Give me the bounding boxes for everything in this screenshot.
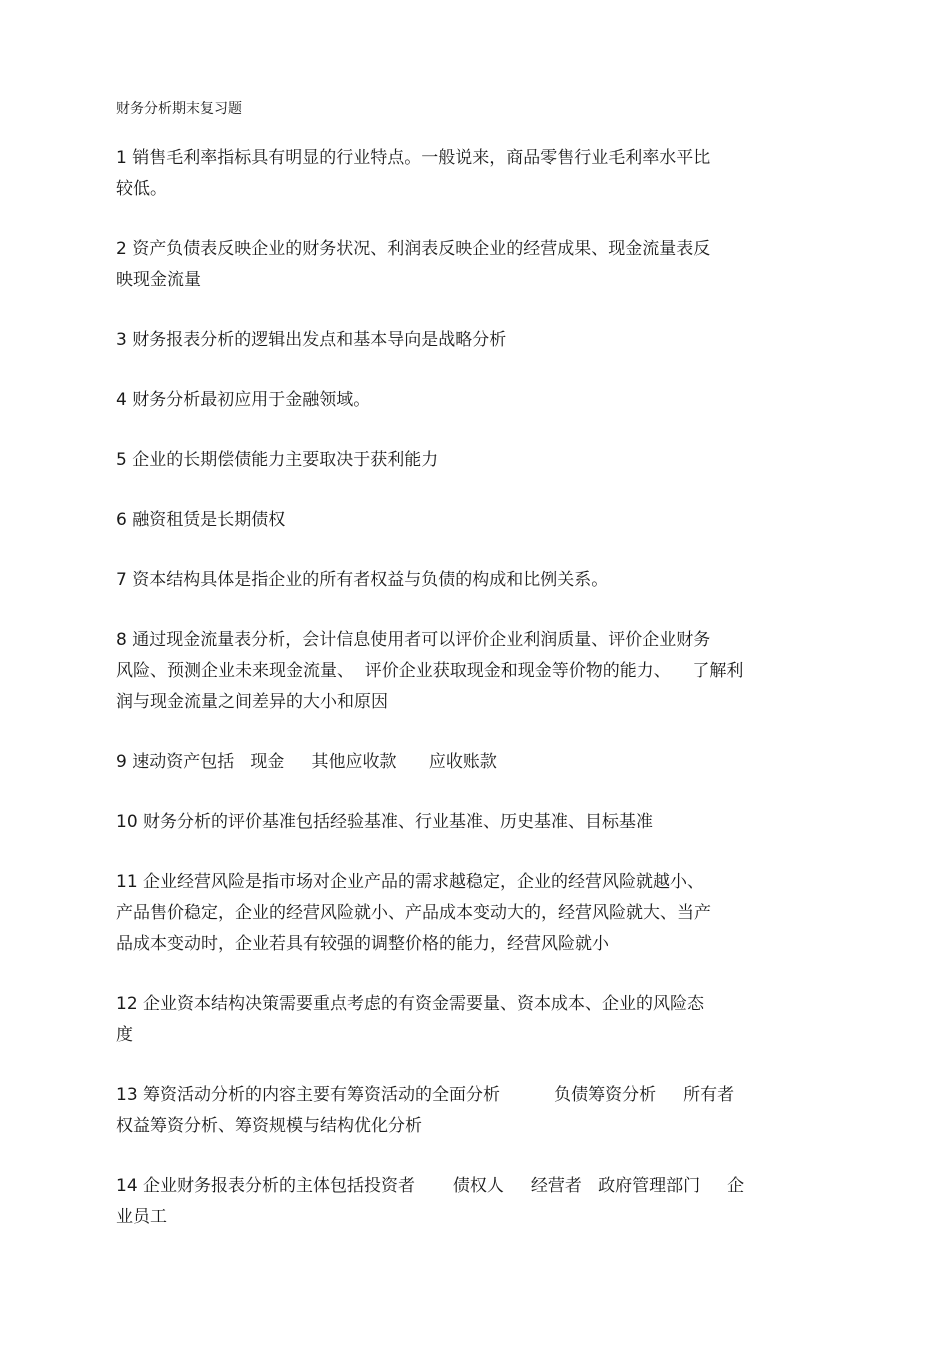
question-text-line: 1 销售毛利率指标具有明显的行业特点。一般说来，商品零售行业毛利率水平比 (116, 148, 711, 168)
question-text-line: 映现金流量 (116, 270, 201, 290)
document-title: 财务分析期末复习题 (116, 101, 242, 117)
question-text-line: 产品售价稳定，企业的经营风险就小、产品成本变动大的，经营风险就大、当产 (116, 903, 711, 923)
question-text-line: 品成本变动时，企业若具有较强的调整价格的能力，经营风险就小 (116, 934, 609, 954)
question-text-line: 6 融资租赁是长期债权 (116, 510, 286, 530)
question-text-line: 3 财务报表分析的逻辑出发点和基本导向是战略分析 (116, 330, 507, 350)
question-10 (116, 807, 836, 838)
question-text-line: 2 资产负债表反映企业的财务状况、利润表反映企业的经营成果、现金流量表反 (116, 239, 711, 259)
question-text-line: 12 企业资本结构决策需要重点考虑的有资金需要量、资本成本、企业的风险态 (116, 994, 705, 1014)
question-text-line: 7 资本结构具体是指企业的所有者权益与负债的构成和比例关系。 (116, 570, 609, 590)
document-page (116, 96, 836, 1262)
question-text-line: 权益筹资分析、筹资规模与结构优化分析 (116, 1116, 422, 1136)
question-text-line: 11 企业经营风险是指市场对企业产品的需求越稳定，企业的经营风险就越小、 (116, 872, 705, 892)
question-13 (116, 1080, 836, 1142)
question-text-line: 9 速动资产包括 现金 其他应收款 应收账款 (116, 752, 497, 772)
question-7 (116, 565, 836, 596)
question-11 (116, 867, 836, 960)
question-text-line: 较低。 (116, 179, 167, 199)
question-3 (116, 325, 836, 356)
question-8 (116, 625, 836, 718)
question-1 (116, 143, 836, 205)
question-text-line: 5 企业的长期偿债能力主要取决于获利能力 (116, 450, 439, 470)
question-12 (116, 989, 836, 1051)
question-text-line: 13 筹资活动分析的内容主要有筹资活动的全面分析 负债筹资分析 所有者 (116, 1085, 735, 1105)
question-text-line: 14 企业财务报表分析的主体包括投资者 债权人 经营者 政府管理部门 企 (116, 1176, 745, 1196)
question-text-line: 4 财务分析最初应用于金融领域。 (116, 390, 371, 410)
question-text-line: 度 (116, 1025, 133, 1045)
question-text-line: 8 通过现金流量表分析，会计信息使用者可以评价企业利润质量、评价企业财务 (116, 630, 711, 650)
question-text-line: 10 财务分析的评价基准包括经验基准、行业基准、历史基准、目标基准 (116, 812, 654, 832)
question-4 (116, 385, 836, 416)
question-text-line: 风险、预测企业未来现金流量、 评价企业获取现金和现金等价物的能力、 了解利 (116, 661, 744, 681)
question-6 (116, 505, 836, 536)
question-9 (116, 747, 836, 778)
question-text-line: 业员工 (116, 1207, 167, 1227)
question-text-line: 润与现金流量之间差异的大小和原因 (116, 692, 388, 712)
question-14 (116, 1171, 836, 1233)
question-2 (116, 234, 836, 296)
question-list (116, 143, 836, 1233)
question-5 (116, 445, 836, 476)
